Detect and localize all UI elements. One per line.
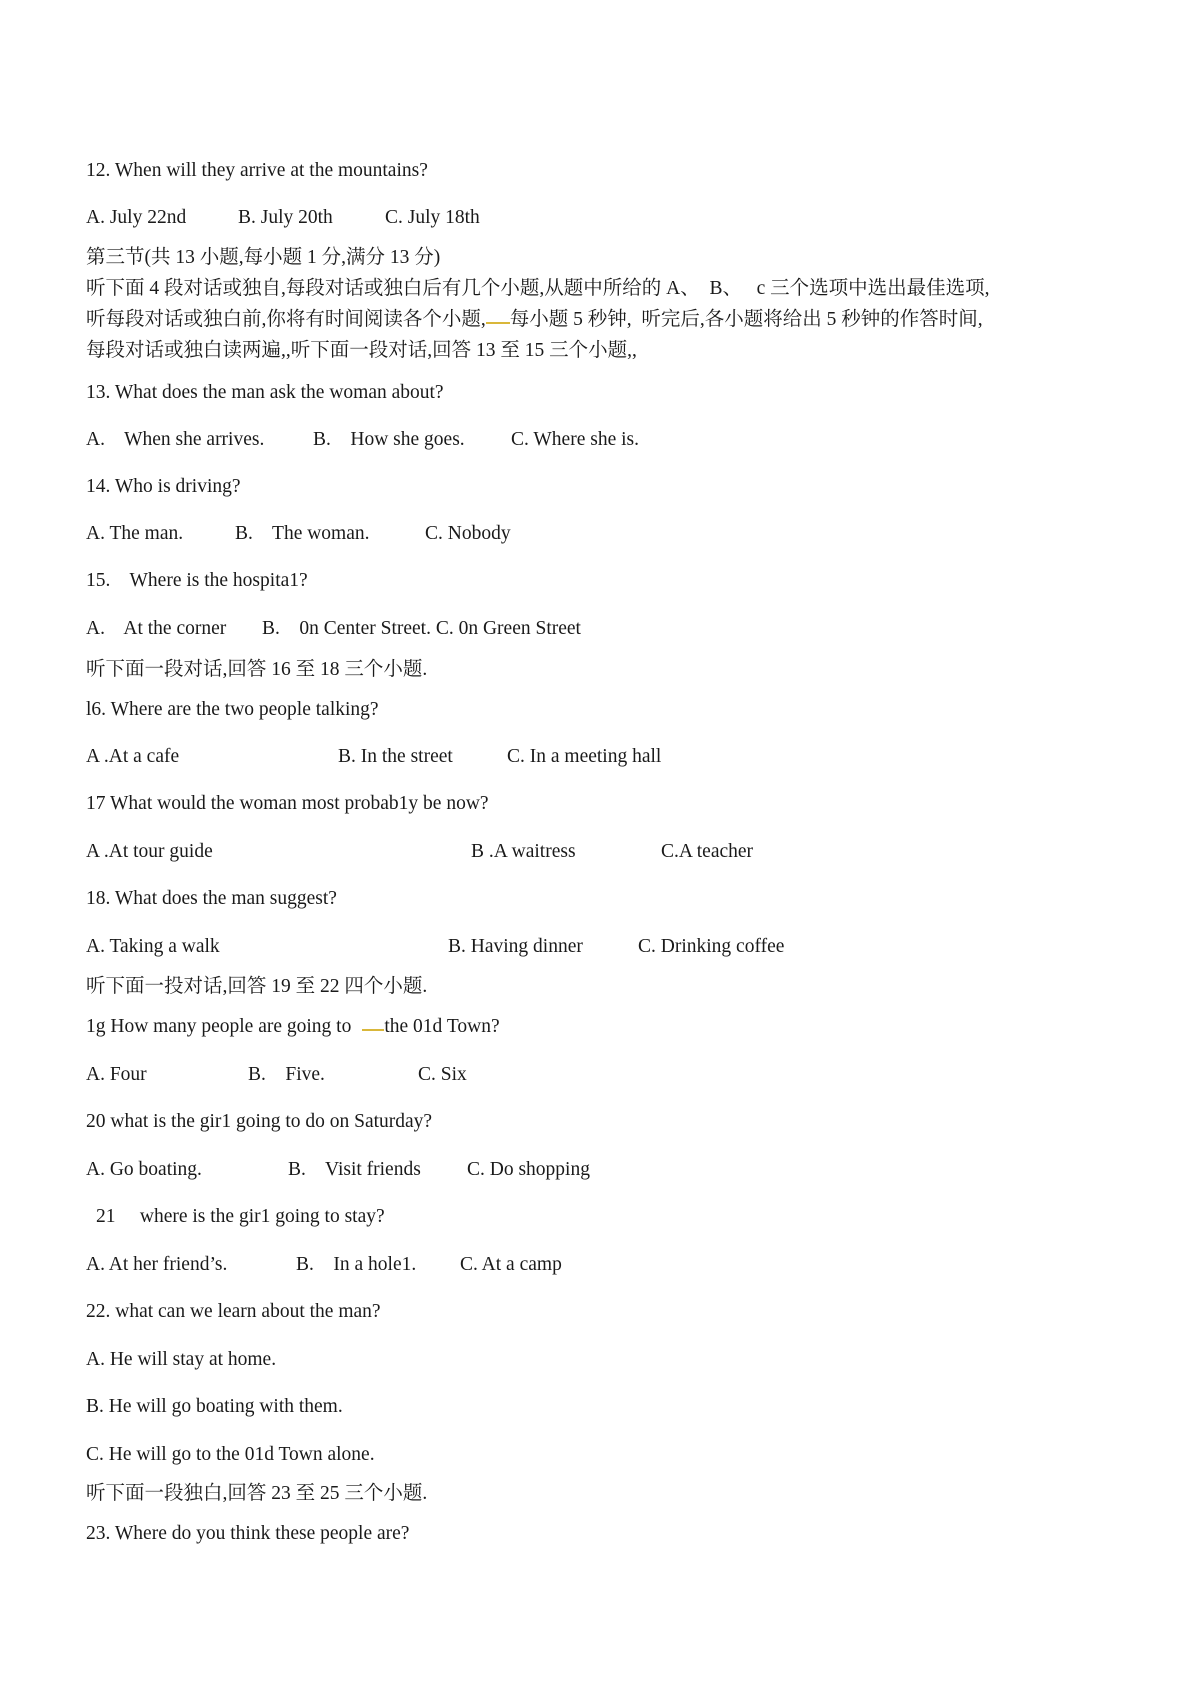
question-14-option-b: B. The woman.: [235, 523, 370, 544]
instruction-16-18: 听下面一段对话,回答 16 至 18 三个小题.: [86, 659, 428, 680]
question-13-option-c: C. Where she is.: [511, 429, 639, 450]
question-19-stem: [86, 1014, 500, 1040]
question-22-option-b: B. He will go boating with them.: [86, 1396, 343, 1417]
question-17-stem: 17 What would the woman most probab1y be now?: [86, 793, 489, 814]
instruction-19-22: 听下面一投对话,回答 19 至 22 四个小题.: [86, 976, 428, 997]
question-19-stem-part-a: 1g How many people are going to: [86, 1016, 352, 1037]
question-16-stem: l6. Where are the two people talking?: [86, 699, 379, 720]
question-20-stem: 20 what is the gir1 going to do on Saturday?: [86, 1111, 433, 1132]
question-16-option-c: C. In a meeting hall: [507, 746, 662, 767]
fill-blank: [486, 320, 510, 324]
section-3-instructions-line-3: 每段对话或独白读两遍,,听下面一段对话,回答 13 至 15 三个小题,,: [86, 340, 637, 361]
question-20-option-c: C. Do shopping: [467, 1159, 590, 1180]
question-14-option-a: A. The man.: [86, 523, 184, 544]
question-19-option-b: B. Five.: [248, 1064, 325, 1085]
question-18-option-a: A. Taking a walk: [86, 936, 220, 957]
question-15-option-a: A. At the corner: [86, 618, 227, 639]
question-20-option-b: B. Visit friends: [288, 1159, 421, 1180]
question-21-option-b: B. In a hole1.: [296, 1254, 417, 1275]
question-21-option-c: C. At a camp: [460, 1254, 562, 1275]
section-3-instructions-line-1: 听下面 4 段对话或独自,每段对话或独白后有几个小题,从题中所给的 A、 B、 c 三个选项中选出最佳选项,: [86, 278, 990, 299]
question-22-stem: 22. what can we learn about the man?: [86, 1301, 381, 1322]
question-13-option-b: B. How she goes.: [313, 429, 465, 450]
question-19-stem-part-b: the 01d Town?: [384, 1016, 500, 1037]
question-17-option-a: A .At tour guide: [86, 841, 213, 862]
question-19-option-a: A. Four: [86, 1064, 147, 1085]
question-16-option-b: B. In the street: [338, 746, 453, 767]
section-3-heading: 第三节(共 13 小题,每小题 1 分,满分 13 分): [86, 247, 441, 268]
question-17-option-c: C.A teacher: [661, 841, 754, 862]
section-3-instructions-line-2-part-a: 听每段对话或独白前,你将有时间阅读各个小题,: [86, 309, 486, 330]
question-12-option-a: A. July 22nd: [86, 207, 187, 228]
question-13-option-a: A. When she arrives.: [86, 429, 265, 450]
question-13-stem: 13. What does the man ask the woman about?: [86, 382, 444, 403]
question-14-stem: 14. Who is driving?: [86, 476, 241, 497]
question-18-stem: 18. What does the man suggest?: [86, 888, 337, 909]
question-18-option-c: C. Drinking coffee: [638, 936, 785, 957]
question-15-option-b-c: B. 0n Center Street. C. 0n Green Street: [262, 618, 581, 639]
question-12-stem: 12. When will they arrive at the mountains?: [86, 160, 428, 181]
question-23-stem: 23. Where do you think these people are?: [86, 1523, 410, 1544]
section-3-instructions-line-2-part-b: 每小题 5 秒钟, 听完后,各小题将给出 5 秒钟的作答时间,: [509, 309, 983, 330]
question-21-stem: 21 where is the gir1 going to stay?: [96, 1206, 385, 1227]
question-17-option-b: B .A waitress: [471, 841, 576, 862]
question-22-option-c: C. He will go to the 01d Town alone.: [86, 1444, 375, 1465]
question-12-option-c: C. July 18th: [385, 207, 480, 228]
question-22-option-a: A. He will stay at home.: [86, 1349, 277, 1370]
fill-blank: [362, 1027, 384, 1031]
question-12-option-b: B. July 20th: [238, 207, 333, 228]
question-21-option-a: A. At her friend’s.: [86, 1254, 228, 1275]
question-20-option-a: A. Go boating.: [86, 1159, 202, 1180]
question-14-option-c: C. Nobody: [425, 523, 511, 544]
question-15-stem: 15. Where is the hospita1?: [86, 570, 308, 591]
question-18-option-b: B. Having dinner: [448, 936, 583, 957]
section-3-instructions-line-2: [86, 307, 983, 333]
question-19-option-c: C. Six: [418, 1064, 467, 1085]
instruction-23-25: 听下面一段独白,回答 23 至 25 三个小题.: [86, 1483, 428, 1504]
question-16-option-a: A .At a cafe: [86, 746, 180, 767]
